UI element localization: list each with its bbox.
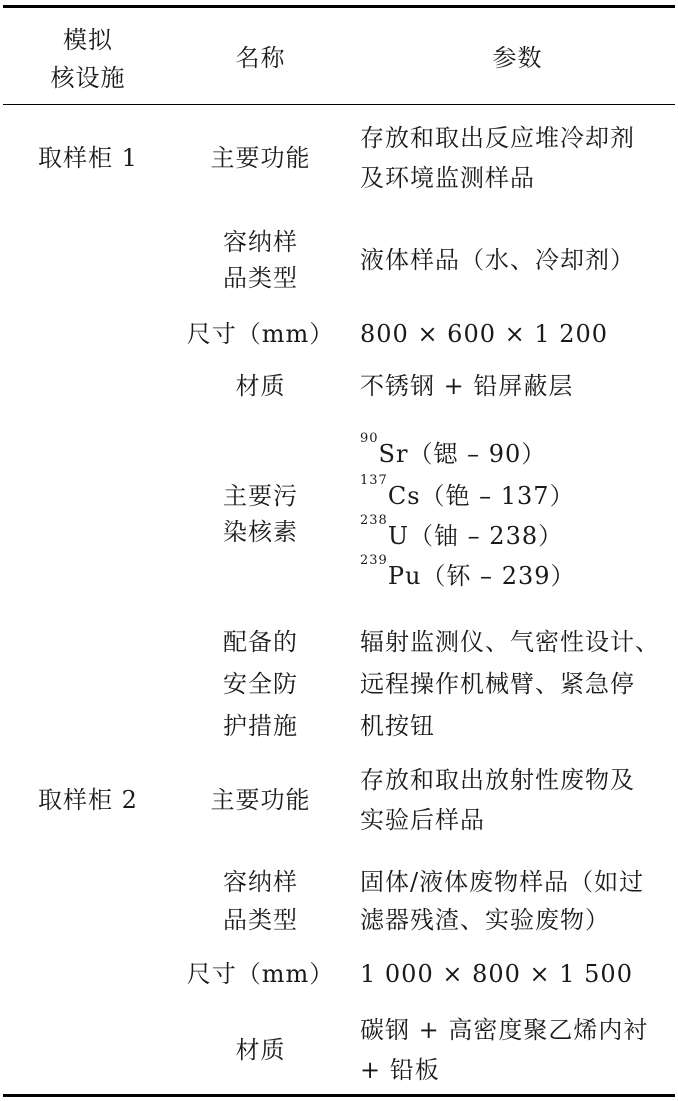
nuclide-text: Cs（铯 – 137） <box>387 482 575 510</box>
cabinet1-label: 取样柜 1 <box>38 144 138 172</box>
row-name: 容纳样 <box>223 868 298 896</box>
row-value: 液体样品（水、冷却剂） <box>360 246 635 274</box>
nuclide-item <box>360 553 675 596</box>
nuclide-text: Sr（锶 – 90） <box>378 440 547 468</box>
cabinet2-label: 取样柜 2 <box>38 786 138 814</box>
row-value: 远程操作机械臂、紧急停 <box>360 670 635 698</box>
table-top-rule <box>3 5 675 8</box>
header-params: 参数 <box>492 44 543 72</box>
row-name: 材质 <box>235 1036 286 1064</box>
header-facility-line2: 核设施 <box>50 64 126 92</box>
row-name: 染核素 <box>223 518 298 546</box>
row-name: 主要功能 <box>210 144 311 172</box>
row-name: 材质 <box>235 372 286 400</box>
header-facility-line1: 模拟 <box>63 26 113 54</box>
row-value: 碳钢 + 高密度聚乙烯内衬 <box>360 1016 649 1044</box>
row-name: 尺寸（mm） <box>186 960 335 988</box>
row-value: 不锈钢 + 铅屏蔽层 <box>360 372 574 400</box>
nuclide-mass: 239 <box>360 553 388 568</box>
nuclide-mass: 137 <box>360 473 388 488</box>
row-value: + 铅板 <box>360 1056 440 1084</box>
row-value: 1 000 × 800 × 1 500 <box>360 960 633 988</box>
nuclide-text: Pu（钚 – 239） <box>387 562 576 590</box>
row-name: 主要污 <box>223 482 298 510</box>
row-value: 辐射监测仪、气密性设计、 <box>360 628 660 656</box>
nuclide-text: U（铀 – 238） <box>387 522 564 550</box>
nuclide-item <box>360 431 675 474</box>
table-bottom-rule <box>3 1094 675 1097</box>
nuclide-item <box>360 473 675 516</box>
nuclide-mass: 238 <box>360 513 388 528</box>
row-value: 存放和取出反应堆冷却剂 <box>360 124 635 152</box>
row-name: 容纳样 <box>223 228 298 256</box>
nuclide-mass: 90 <box>360 431 379 446</box>
row-name: 配备的 <box>223 628 298 656</box>
row-name: 护措施 <box>223 712 298 740</box>
row-name: 尺寸（mm） <box>186 320 335 348</box>
header-name: 名称 <box>235 44 286 72</box>
row-value: 及环境监测样品 <box>360 164 535 192</box>
nuclide-item <box>360 513 675 556</box>
row-name: 品类型 <box>223 906 298 934</box>
row-name: 主要功能 <box>210 786 311 814</box>
row-name: 安全防 <box>223 670 298 698</box>
row-value: 800 × 600 × 1 200 <box>360 320 609 348</box>
row-value: 实验后样品 <box>360 806 485 834</box>
row-value: 滤器残渣、实验废物） <box>360 906 610 934</box>
row-value: 固体/液体废物样品（如过 <box>360 868 645 896</box>
table-header-rule <box>3 104 675 105</box>
row-name: 品类型 <box>223 264 298 292</box>
row-value: 存放和取出放射性废物及 <box>360 766 635 794</box>
row-value: 机按钮 <box>360 712 435 740</box>
